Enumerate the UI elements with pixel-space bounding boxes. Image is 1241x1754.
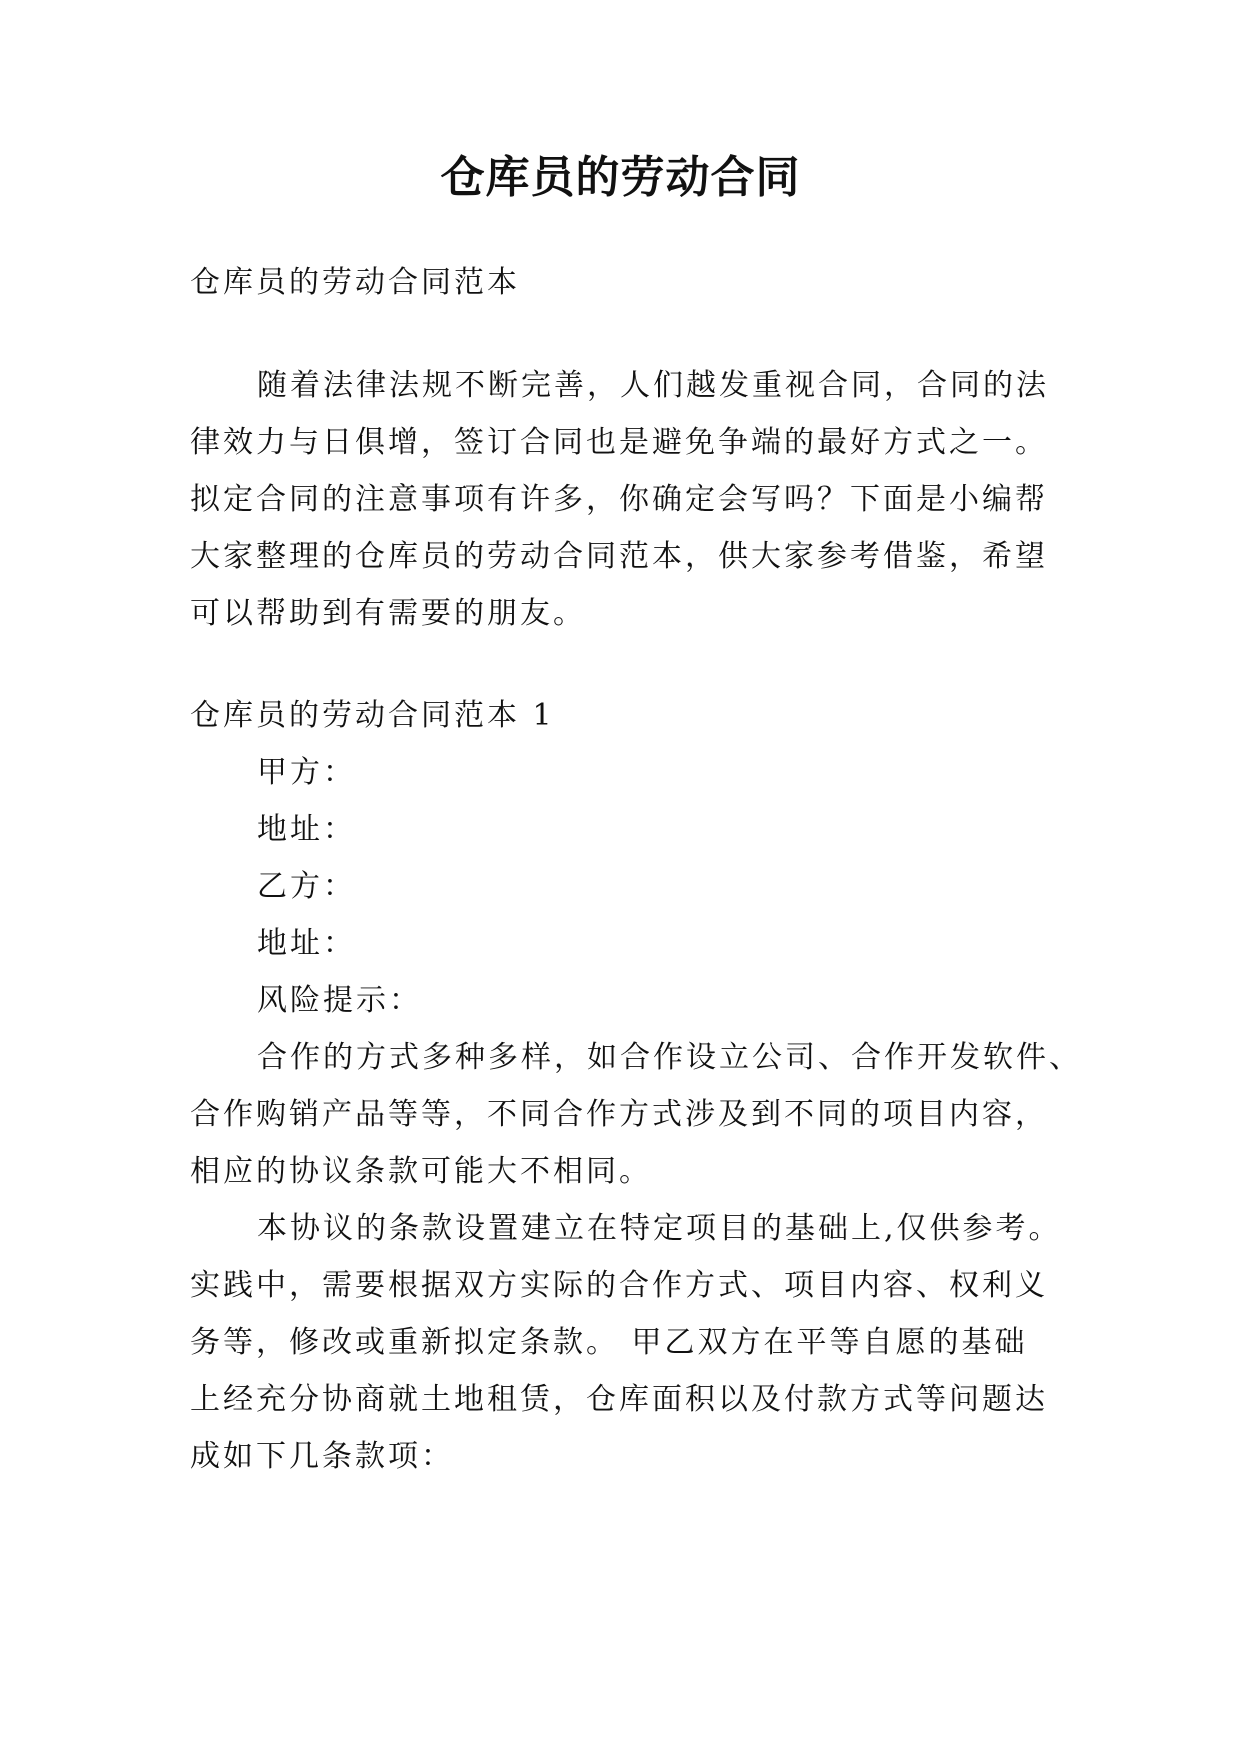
party-b-address-label: 地址： xyxy=(257,926,356,961)
section-heading: 仓库员的劳动合同范本 1 xyxy=(190,698,555,733)
intro-line-1: 随着法律法规不断完善，人们越发重视合同，合同的法 xyxy=(257,368,1049,403)
agreement-line-2: 实践中，需要根据双方实际的合作方式、项目内容、权利义 xyxy=(190,1268,1048,1303)
agreement-line-5: 成如下几条款项： xyxy=(190,1439,454,1474)
risk-line-3: 相应的协议条款可能大不相同。 xyxy=(190,1154,652,1189)
agreement-line-1: 本协议的条款设置建立在特定项目的基础上,仅供参考。 xyxy=(257,1211,1062,1246)
intro-line-5: 可以帮助到有需要的朋友。 xyxy=(190,596,586,631)
party-b-label: 乙方： xyxy=(257,869,356,904)
agreement-line-4: 上经充分协商就土地租赁，仓库面积以及付款方式等问题达 xyxy=(190,1382,1048,1417)
party-a-label: 甲方： xyxy=(257,755,356,790)
risk-line-2: 合作购销产品等等，不同合作方式涉及到不同的项目内容， xyxy=(190,1097,1048,1132)
risk-warning-label: 风险提示： xyxy=(257,983,422,1018)
intro-line-2: 律效力与日俱增，签订合同也是避免争端的最好方式之一。 xyxy=(190,425,1048,460)
intro-line-3: 拟定合同的注意事项有许多，你确定会写吗？下面是小编帮 xyxy=(190,482,1048,517)
document-subtitle: 仓库员的劳动合同范本 xyxy=(190,265,520,300)
agreement-line-3: 务等，修改或重新拟定条款。 甲乙双方在平等自愿的基础 xyxy=(190,1325,1028,1360)
party-a-address-label: 地址： xyxy=(257,812,356,847)
document-title: 仓库员的劳动合同 xyxy=(440,152,801,203)
risk-line-1: 合作的方式多种多样，如合作设立公司、合作开发软件、 xyxy=(257,1040,1082,1075)
intro-line-4: 大家整理的仓库员的劳动合同范本，供大家参考借鉴，希望 xyxy=(190,539,1048,574)
